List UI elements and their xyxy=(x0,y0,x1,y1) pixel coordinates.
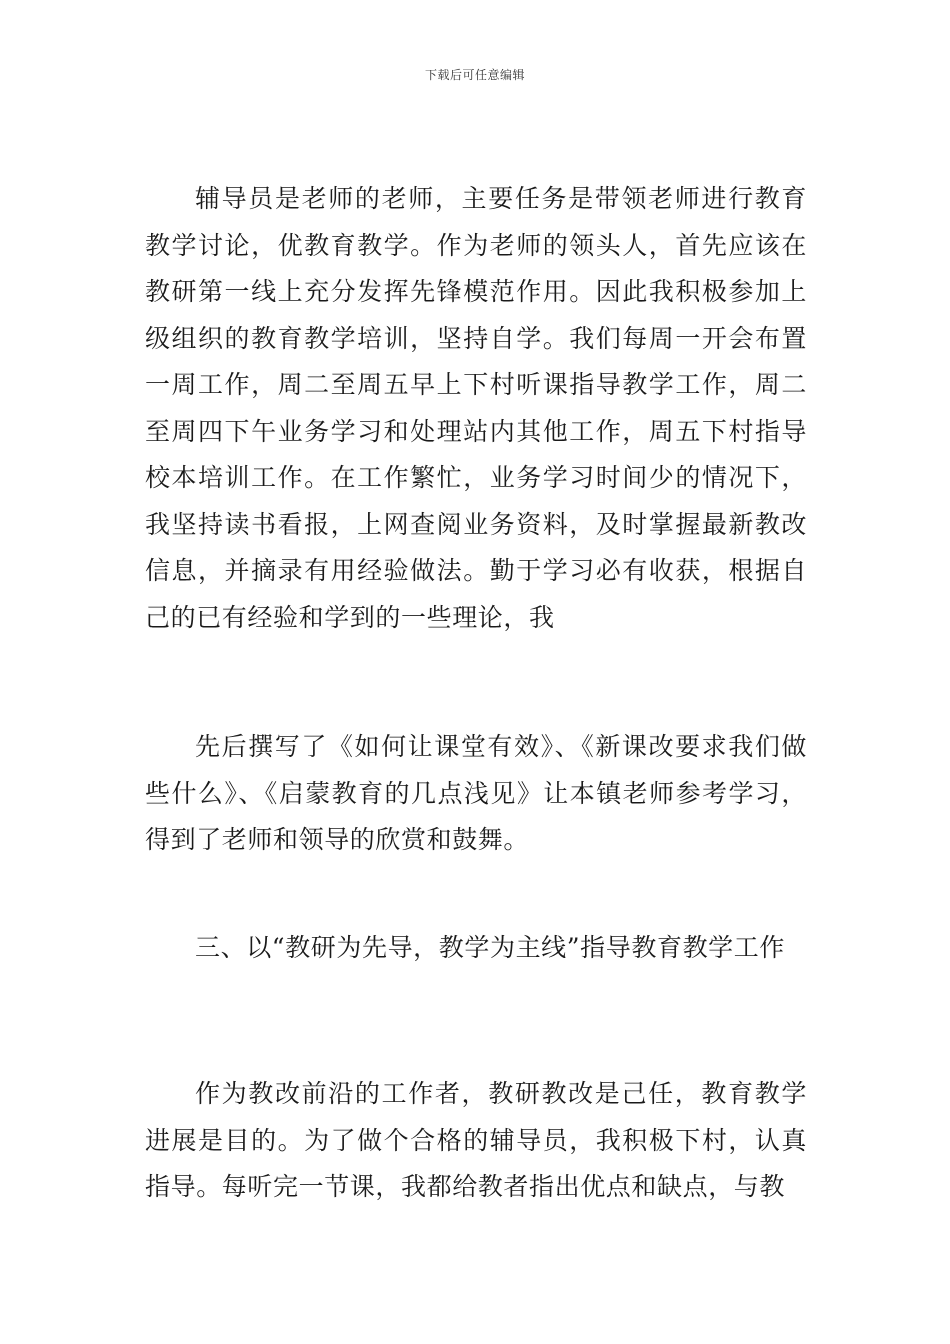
paragraph-2 xyxy=(145,724,807,864)
paragraph-text: 辅导员是老师的老师，主要任务是带领老师进行教育教学讨论，优教育教学。作为老师的领头人，首先应该在教研第一线上充分发挥先锋模范作用。因此我积极参加上级组织的教育教学培训，坚持自学。我们每周一开会布置一周工作，周二至周五早上下村听课指导教学工作，周二至周四下午业务学习和处理站内其他工作，周五下村指导校本培训工作。在工作繁忙，业务学习时间少的情况下，我坚持读书看报，上网查阅业务资料，及时掌握最新教改信息，并摘录有用经验做法。勤于学习必有收获，根据自己的已有经验和学到的一些理论，我 xyxy=(145,184,807,632)
section-heading xyxy=(145,925,807,972)
section-heading-text: 三、以“教研为先导，教学为主线”指导教育教学工作 xyxy=(195,933,785,962)
paragraph-text: 先后撰写了《如何让课堂有效》、《新课改要求我们做些什么》、《启蒙教育的几点浅见》让本镇老师参考学习，得到了老师和领导的欣赏和鼓舞。 xyxy=(145,732,807,854)
paragraph-1 xyxy=(145,176,807,641)
paragraph-text: 作为教改前沿的工作者，教研教改是己任，教育教学进展是目的。为了做个合格的辅导员，我积极下村，认真指导。每听完一节课，我都给教者指出优点和缺点，与教 xyxy=(145,1079,807,1201)
page-header-note: 下载后可任意编辑 xyxy=(424,68,525,82)
paragraph-4 xyxy=(145,1071,807,1211)
